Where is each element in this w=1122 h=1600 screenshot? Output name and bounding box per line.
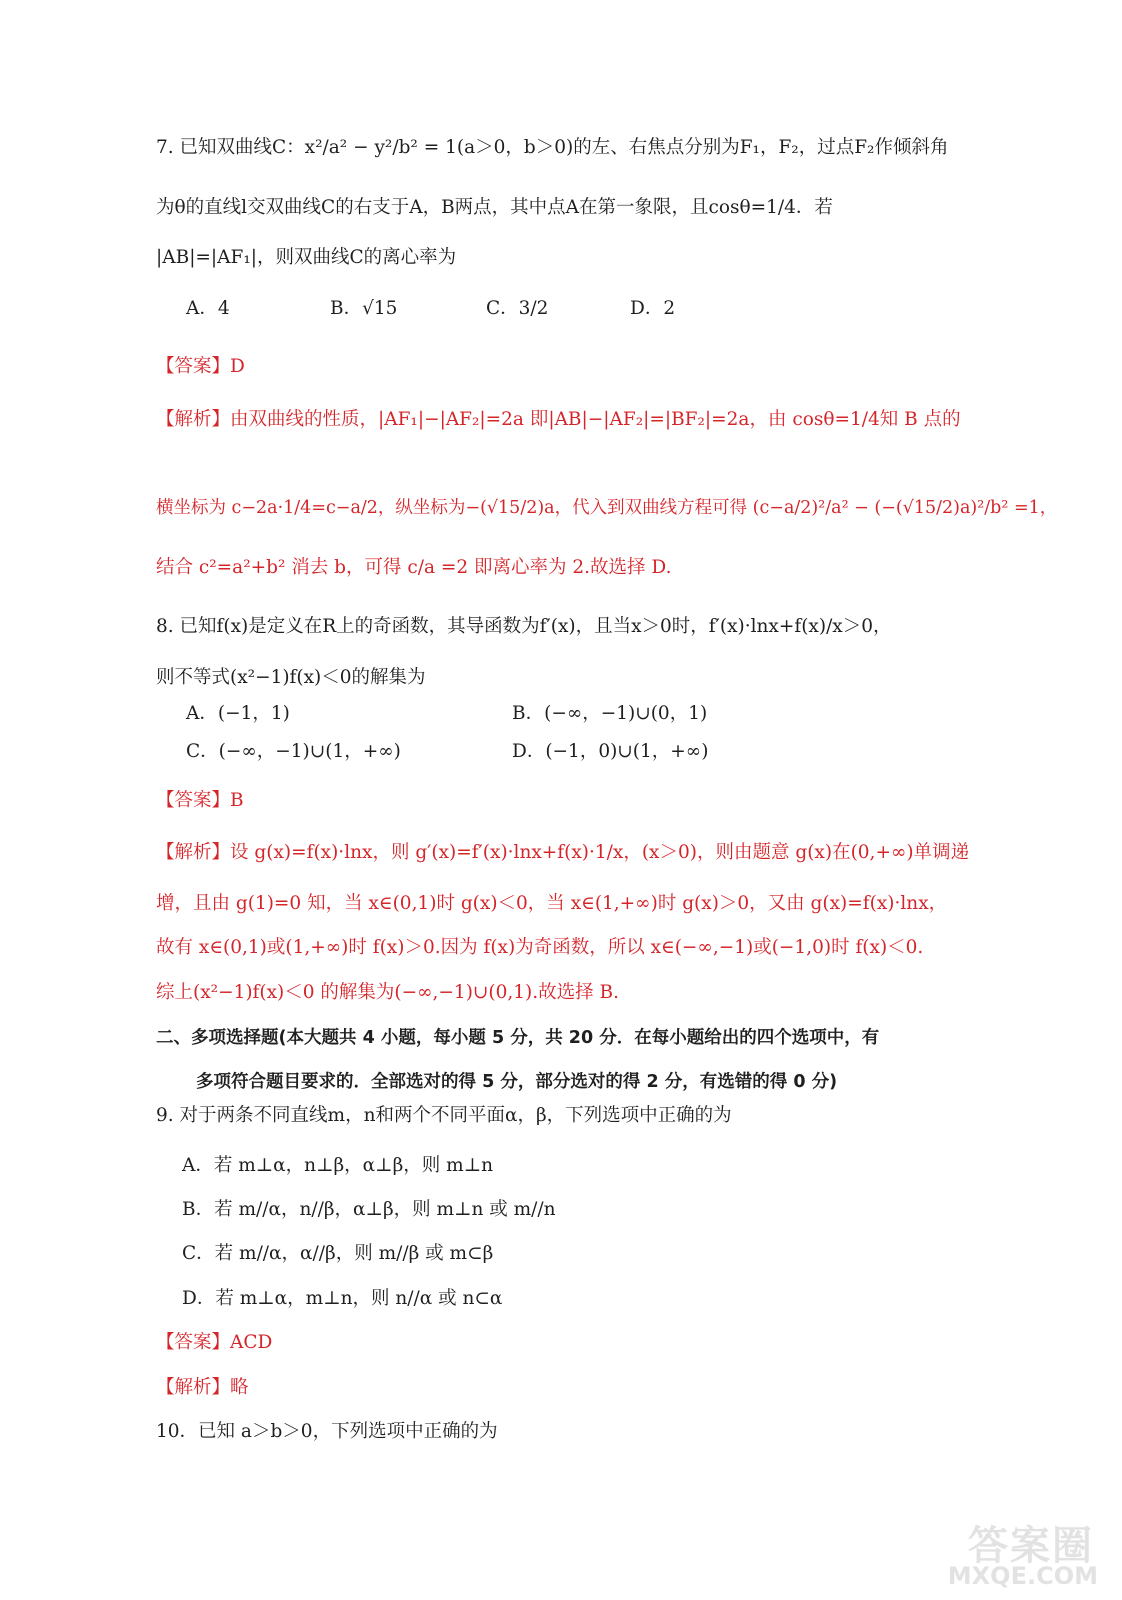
q8-option-b: B．(−∞，−1)∪(0，1) <box>512 703 708 724</box>
q8-option-d: D．(−1，0)∪(1，+∞) <box>512 741 709 762</box>
q9-answer: 【答案】ACD <box>156 1332 273 1353</box>
watermark-logo <box>948 1512 1098 1590</box>
q7-analysis-line2: 横坐标为 c−2a·1/4=c−a/2，纵坐标为−(√15/2)a，代入到双曲线方程可得 (c−a/2)²/a² − (−(√15/2)a)²/b² =1， <box>156 498 1058 518</box>
q7-analysis-line1: 【解析】由双曲线的性质，|AF₁|−|AF₂|=2a 即|AB|−|AF₂|=|BF₂|=2a，由 cosθ=1/4知 B 点的 <box>156 409 961 430</box>
q9-option-c: C．若 m//α，α//β，则 m//β 或 m⊂β <box>182 1243 494 1264</box>
q8-option-a: A．(−1，1) <box>186 703 290 724</box>
q7-stem-line3: |AB|=|AF₁|，则双曲线C的离心率为 <box>156 247 457 268</box>
q8-analysis-line3: 故有 x∈(0,1)或(1,+∞)时 f(x)＞0.因为 f(x)为奇函数，所以 x∈(−∞,−1)或(−1,0)时 f(x)＜0. <box>156 937 924 958</box>
q9-option-d: D．若 m⊥α，m⊥n，则 n//α 或 n⊂α <box>182 1288 503 1309</box>
watermark-text: 答案圈 <box>968 1523 1094 1569</box>
q8-answer: 【答案】B <box>156 790 244 811</box>
q8-analysis-line1: 【解析】设 g(x)=f(x)·lnx，则 g′(x)=f′(x)·lnx+f(x)·1/x，(x＞0)，则由题意 g(x)在(0,+∞)单调递 <box>156 842 970 863</box>
section2-heading-line2: 多项符合题目要求的．全部选对的得 5 分，部分选对的得 2 分，有选错的得 0 分) <box>196 1072 838 1092</box>
q7-option-d: D．2 <box>630 298 676 319</box>
section2-heading-line1: 二、多项选择题(本大题共 4 小题，每小题 5 分，共 20 分．在每小题给出的四个选项中，有 <box>156 1028 880 1048</box>
q7-answer: 【答案】D <box>156 356 245 377</box>
q7-stem-line2: 为θ的直线l交双曲线C的右支于A，B两点，其中点A在第一象限，且cosθ=1/4．若 <box>156 197 833 218</box>
q9-option-a: A．若 m⊥α，n⊥β，α⊥β，则 m⊥n <box>182 1155 494 1176</box>
q7-stem-line1: 7. 已知双曲线C：x²/a² − y²/b² = 1(a＞0，b＞0)的左、右焦点分别为F₁，F₂，过点F₂作倾斜角 <box>156 137 949 158</box>
q7-option-a: A．4 <box>186 298 230 319</box>
q7-analysis-line3: 结合 c²=a²+b² 消去 b，可得 c/a =2 即离心率为 2.故选择 D. <box>156 557 672 578</box>
q8-analysis-line4: 综上(x²−1)f(x)＜0 的解集为(−∞,−1)∪(0,1).故选择 B. <box>156 982 620 1003</box>
watermark-url: MXQE.COM <box>947 1562 1098 1590</box>
q7-option-b: B．√15 <box>330 298 398 319</box>
q8-option-c: C．(−∞，−1)∪(1，+∞) <box>186 741 401 762</box>
q9-analysis: 【解析】略 <box>156 1377 249 1398</box>
q10-stem: 10．已知 a＞b＞0，下列选项中正确的为 <box>156 1421 498 1442</box>
q9-option-b: B．若 m//α，n//β，α⊥β，则 m⊥n 或 m//n <box>182 1199 556 1220</box>
q8-analysis-line2: 增，且由 g(1)=0 知，当 x∈(0,1)时 g(x)＜0，当 x∈(1,+∞)时 g(x)＞0，又由 g(x)=f(x)·lnx， <box>156 893 948 914</box>
q8-stem-line2: 则不等式(x²−1)f(x)＜0的解集为 <box>156 667 426 688</box>
q7-option-c: C．3/2 <box>486 298 549 319</box>
q9-stem: 9. 对于两条不同直线m，n和两个不同平面α，β，下列选项中正确的为 <box>156 1105 732 1126</box>
q8-stem-line1: 8. 已知f(x)是定义在R上的奇函数，其导函数为f′(x)，且当x＞0时，f′(x)·lnx+f(x)/x＞0， <box>156 616 892 637</box>
